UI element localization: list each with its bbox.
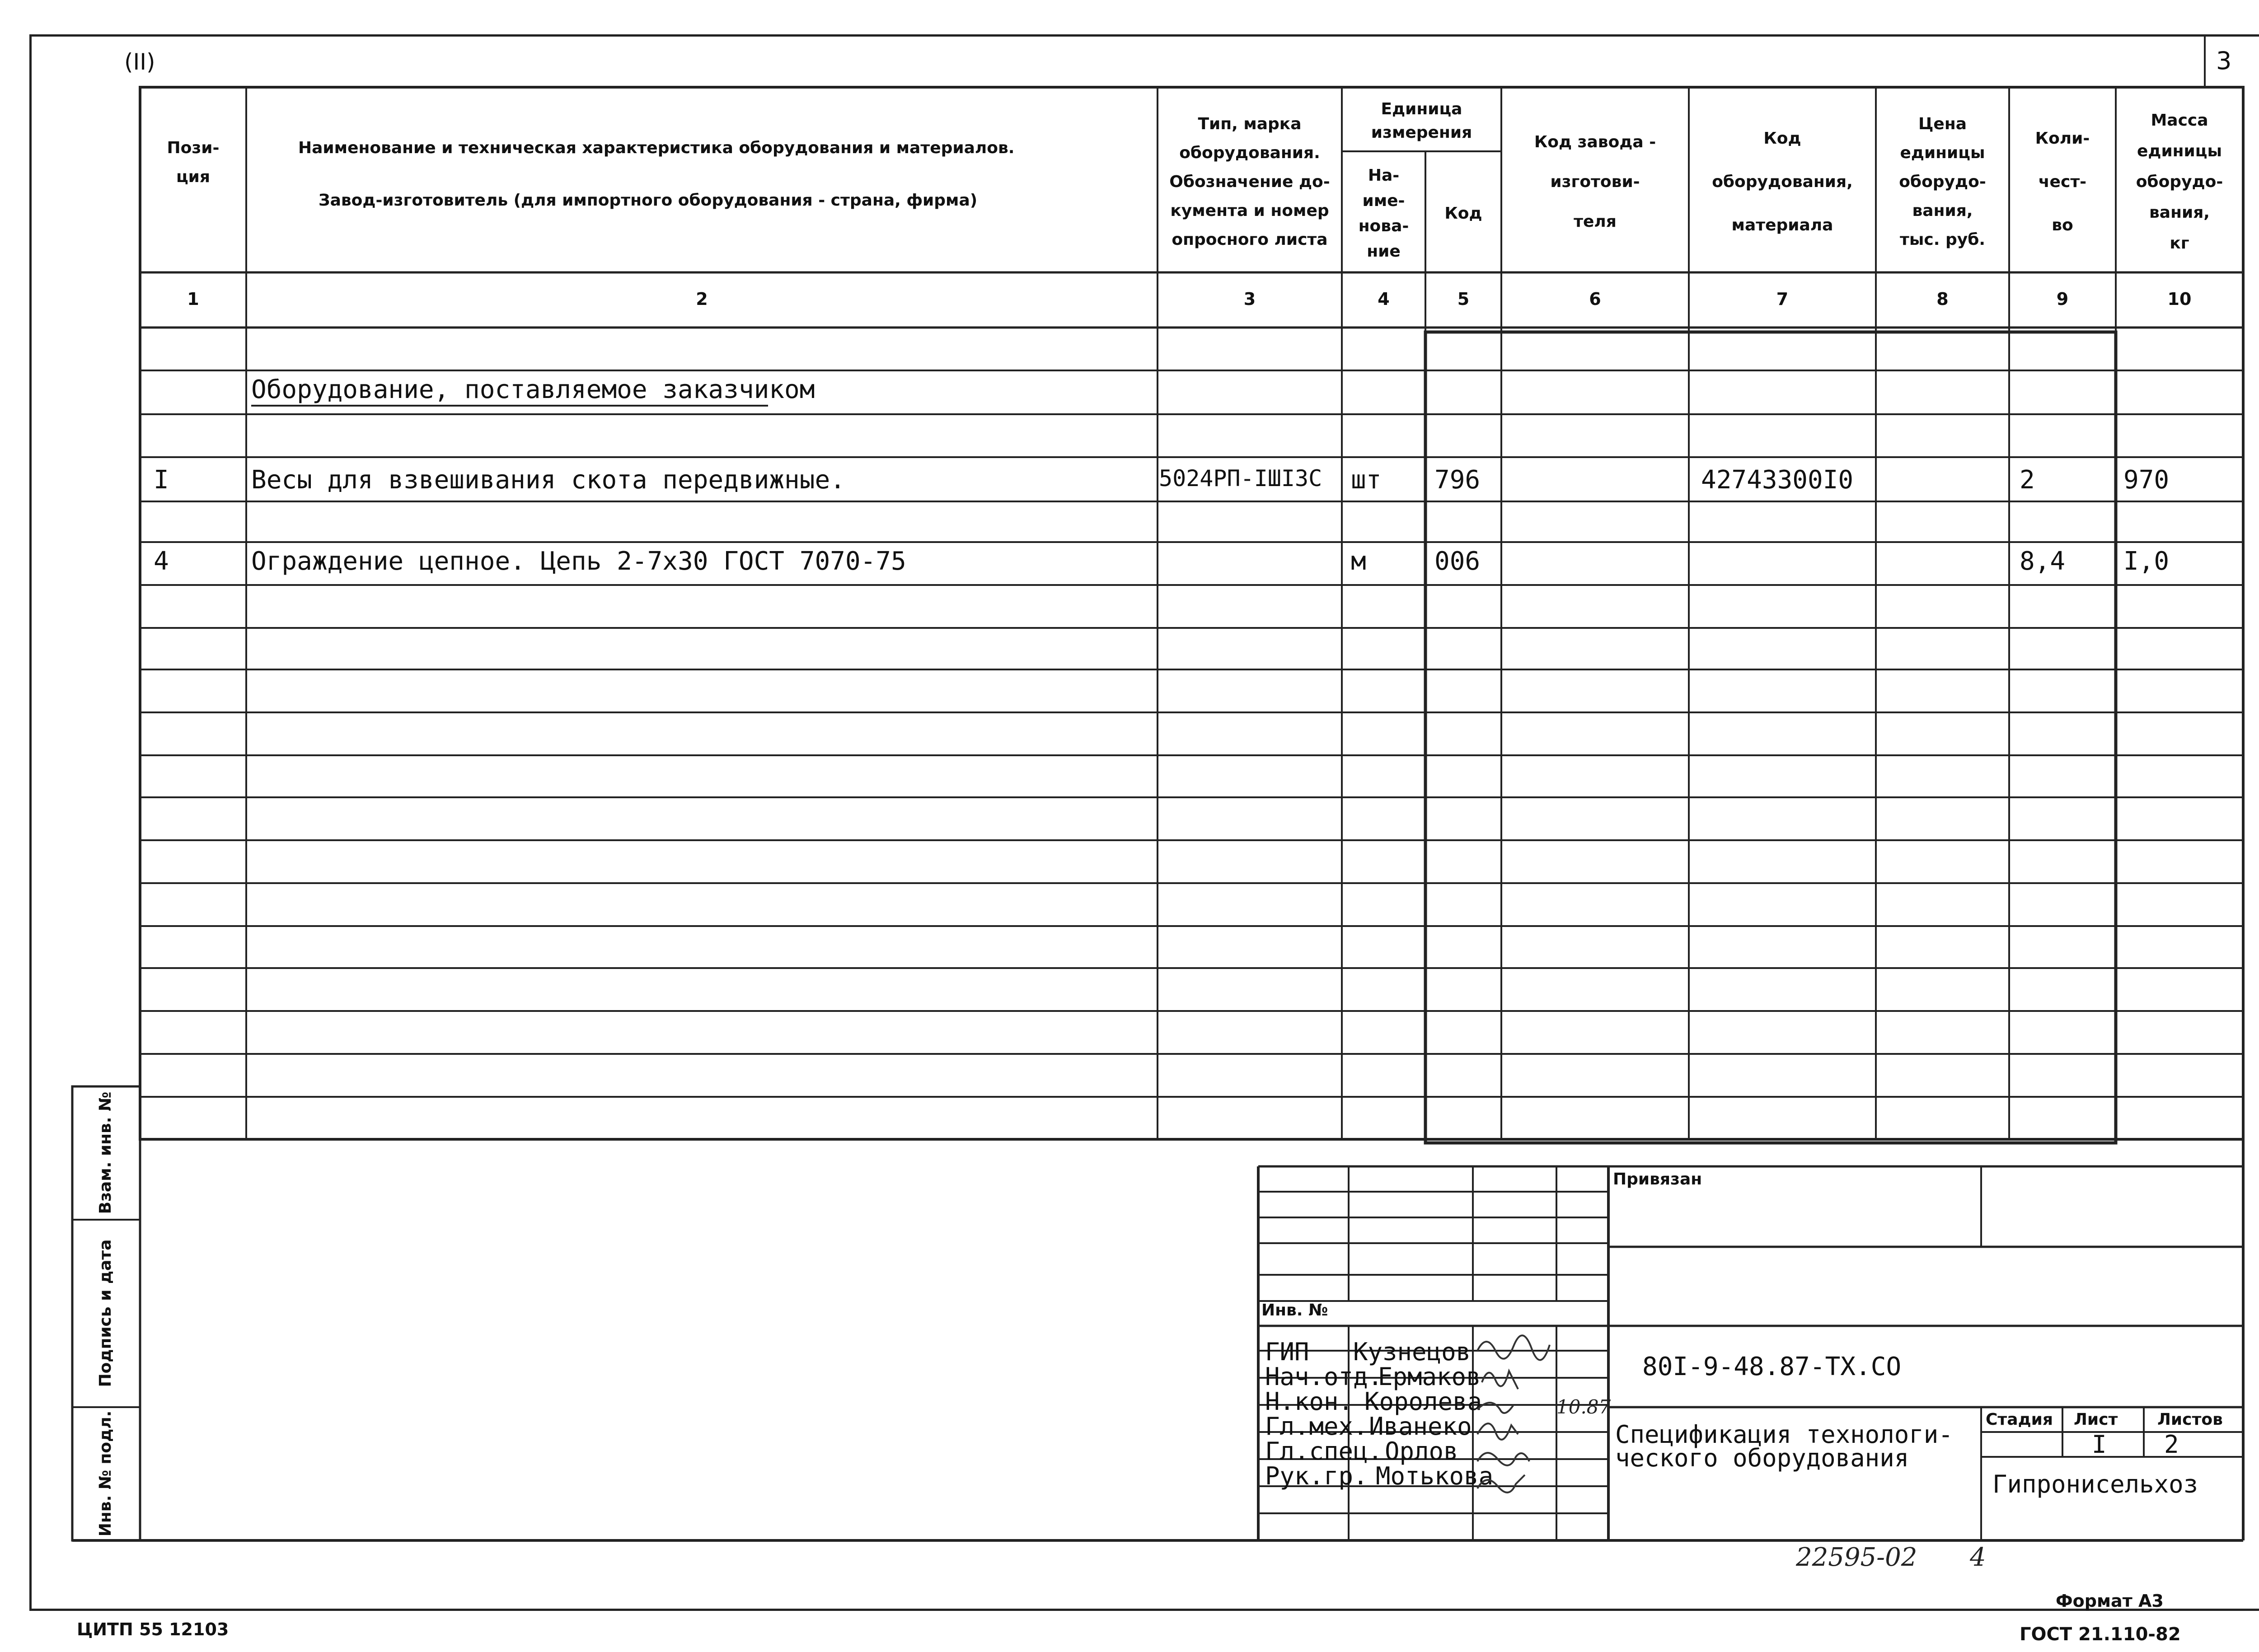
document-title-line2: ческого оборудования bbox=[1615, 1444, 1909, 1472]
document-code: 80I-9-48.87-ТХ.СО bbox=[1642, 1352, 1902, 1381]
format-label: Формат А3 bbox=[2056, 1591, 2164, 1611]
column-number: 9 bbox=[2056, 289, 2069, 309]
column-number: 1 bbox=[187, 289, 199, 309]
row1-name: Весы для взвешивания скота передвижные. bbox=[251, 465, 845, 495]
gost-label: ГОСТ 21.110-82 bbox=[2020, 1624, 2181, 1645]
header-type: Тип, марка оборудования. Обозначение до- кумента и номер опросного листа bbox=[1169, 114, 1330, 249]
column-number: 6 bbox=[1589, 289, 1601, 309]
row1-unit: шт bbox=[1351, 465, 1382, 495]
document-title-line1: Спецификация технологи- bbox=[1615, 1420, 1953, 1449]
staff-role: Нач.отд. bbox=[1265, 1362, 1383, 1391]
header-quantity: Коли- чест- во bbox=[2035, 129, 2090, 234]
sheet-label: Лист bbox=[2074, 1410, 2118, 1429]
row1-quantity: 2 bbox=[2020, 465, 2035, 495]
row1-unit-code: 796 bbox=[1434, 465, 1481, 495]
header-position: Пози- ция bbox=[167, 139, 220, 186]
staff-name: Орлов bbox=[1385, 1437, 1458, 1465]
column-number: 3 bbox=[1243, 289, 1256, 309]
column-number: 5 bbox=[1457, 289, 1470, 309]
staff-role: Гл.мех. bbox=[1265, 1412, 1368, 1441]
archive-sheet: 4 bbox=[1970, 1543, 1986, 1572]
staff-name: Мотькова bbox=[1376, 1462, 1494, 1490]
sheet-corner-label: (II) bbox=[124, 49, 155, 75]
column-number: 7 bbox=[1776, 289, 1789, 309]
staff-name: Ермаков bbox=[1378, 1362, 1481, 1391]
row1-position: I bbox=[154, 465, 169, 495]
stamp-inv-original: Инв. № подл. bbox=[96, 1410, 115, 1537]
sheets-value: 2 bbox=[2164, 1430, 2179, 1459]
cipher-label: ЦИТП 55 12103 bbox=[77, 1619, 229, 1639]
sheet-value: I bbox=[2092, 1430, 2107, 1459]
staff-role: Н.кон. bbox=[1265, 1387, 1354, 1416]
column-number: 2 bbox=[696, 289, 708, 309]
row2-mass: I,0 bbox=[2123, 547, 2170, 576]
privyazan-label: Привязан bbox=[1613, 1170, 1702, 1189]
signature-date: 10.87 bbox=[1556, 1396, 1611, 1418]
row2-unit: м bbox=[1351, 547, 1366, 576]
archive-number: 22595-02 bbox=[1796, 1543, 1917, 1572]
header-unit-name: На- име- нова- ние bbox=[1358, 166, 1409, 261]
header-equipment-code: Код оборудования, материала bbox=[1712, 129, 1853, 234]
row1-equipment-code: 42743300I0 bbox=[1701, 465, 1854, 495]
column-number: 10 bbox=[2167, 289, 2192, 309]
header-unit-group: Единица измерения bbox=[1371, 99, 1472, 142]
column-number: 4 bbox=[1378, 289, 1390, 309]
signatures-image bbox=[1464, 1333, 1563, 1504]
staff-role: Рук.гр. bbox=[1265, 1462, 1368, 1490]
header-name-line1: Наименование и техническая характеристика оборудования и материалов. bbox=[298, 139, 1015, 157]
header-mass: Масса единицы оборудо- вания, кг bbox=[2136, 111, 2223, 253]
staff-name: Королева bbox=[1364, 1387, 1482, 1416]
row2-quantity: 8,4 bbox=[2020, 547, 2066, 576]
section-title: Оборудование, поставляемое заказчиком bbox=[251, 375, 815, 404]
sheets-label: Листов bbox=[2157, 1410, 2223, 1429]
header-factory-code: Код завода - изготови- теля bbox=[1534, 132, 1656, 231]
row1-mass: 970 bbox=[2123, 465, 2170, 495]
stamp-vzam-inv: Взам. инв. № bbox=[96, 1091, 115, 1214]
inv-no-label: Инв. № bbox=[1261, 1301, 1328, 1320]
staff-role: ГИП bbox=[1265, 1338, 1309, 1366]
stamp-signature-date: Подпись и дата bbox=[96, 1239, 115, 1387]
staff-name: Иванеко bbox=[1369, 1412, 1472, 1441]
row2-name: Ограждение цепное. Цепь 2-7х30 ГОСТ 7070-75 bbox=[251, 547, 906, 576]
page-number: 3 bbox=[2216, 47, 2232, 75]
staff-role: Гл.спец. bbox=[1265, 1437, 1383, 1465]
row1-type: 5024РП-IШI3С bbox=[1159, 465, 1322, 491]
row2-position: 4 bbox=[154, 547, 169, 576]
column-number: 8 bbox=[1936, 289, 1949, 309]
row2-unit-code: 006 bbox=[1434, 547, 1481, 576]
header-unit-code: Код bbox=[1444, 204, 1482, 223]
staff-name: Кузнецов bbox=[1353, 1338, 1471, 1366]
stage-label: Стадия bbox=[1986, 1410, 2053, 1429]
organization-name: Гипронисельхоз bbox=[1992, 1470, 2198, 1498]
header-name-line2: Завод-изготовитель (для импортного оборудования - страна, фирма) bbox=[319, 191, 978, 210]
header-price: Цена единицы оборудо- вания, тыс. руб. bbox=[1899, 114, 1986, 249]
